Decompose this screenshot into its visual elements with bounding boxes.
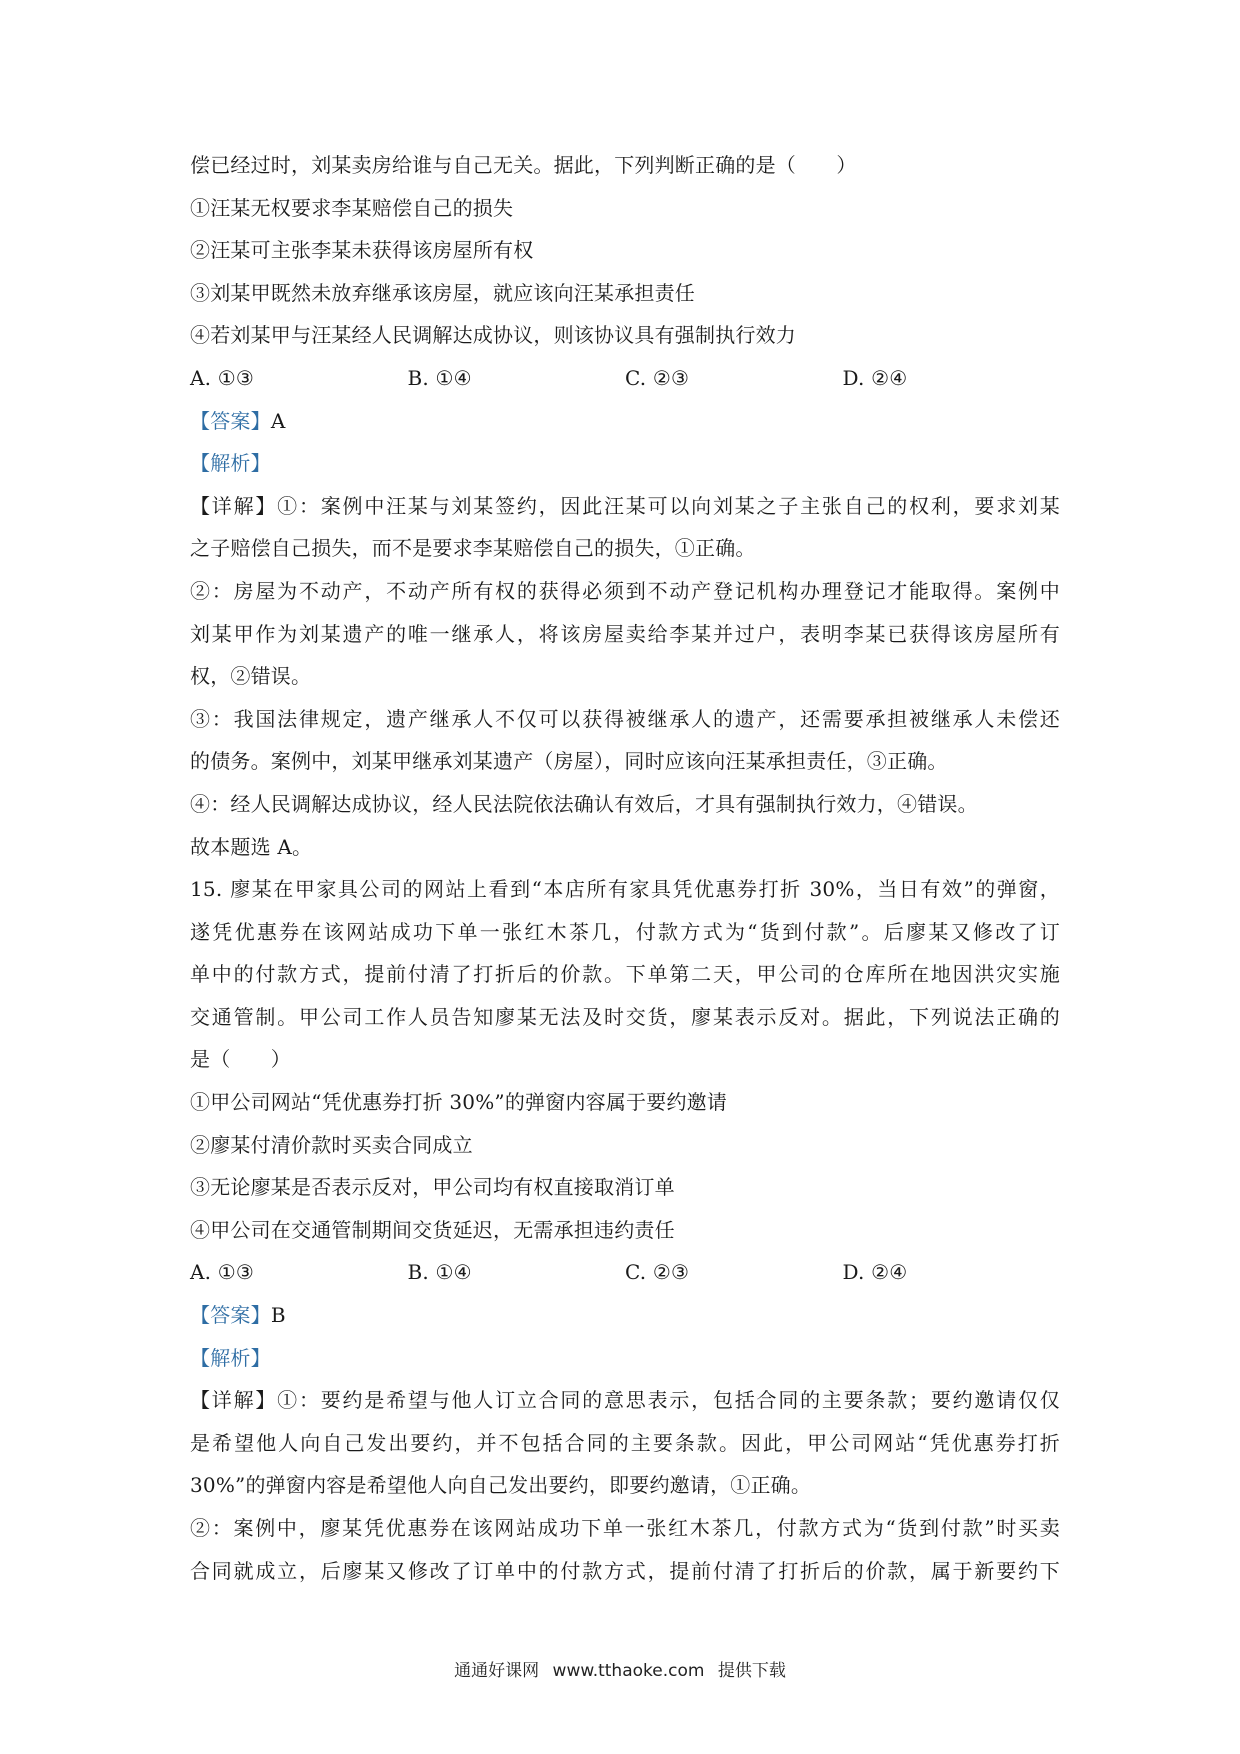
q14-stem-tail: 偿已经过时，刘某卖房给谁与自己无关。据此，下列判断正确的是（ ） bbox=[190, 153, 857, 177]
footer-url: www.tthaoke.com bbox=[552, 1661, 705, 1681]
q15-option-a: A. ①③ bbox=[190, 1260, 255, 1285]
q15-statement-2: ②廖某付清价款时买卖合同成立 bbox=[190, 1132, 473, 1157]
q14-option-c: C. ②③ bbox=[625, 365, 690, 390]
q15-stem-line-3: 单中的付款方式，提前付清了打折后的价款。下单第二天，甲公司的仓库所在地因洪灾实施 bbox=[190, 962, 1060, 987]
q15-stem-line-5: 是（ ） bbox=[190, 1047, 291, 1072]
q14-statement-3: ③刘某甲既然未放弃继承该房屋，就应该向汪某承担责任 bbox=[190, 280, 695, 305]
q14-option-b: B. ①④ bbox=[407, 365, 472, 390]
detail-text: ①：案例中汪某与刘某签约，因此汪某可以向刘某之子主张自己的权利，要求刘某 bbox=[277, 493, 1060, 518]
footer-site-name: 通通好课网 bbox=[454, 1661, 540, 1681]
answer-value: B bbox=[270, 1303, 286, 1328]
q15-statement-4: ④甲公司在交通管制期间交货延迟，无需承担违约责任 bbox=[190, 1217, 675, 1242]
q15-option-c: C. ②③ bbox=[625, 1260, 690, 1285]
detail-tag: 【详解】 bbox=[190, 493, 278, 518]
detail-tag: 【详解】 bbox=[190, 1388, 278, 1413]
q14-analysis-heading bbox=[190, 442, 1060, 485]
q14-detail-line-3: ②：房屋为不动产，不动产所有权的获得必须到不动产登记机构办理登记才能取得。案例中 bbox=[190, 578, 1060, 603]
q15-detail-line-3: 30%”的弹窗内容是希望他人向自己发出要约，即要约邀请，①正确。 bbox=[190, 1473, 812, 1498]
q14-detail-line-2: 之子赔偿自己损失，而不是要求李某赔偿自己的损失，①正确。 bbox=[190, 536, 756, 561]
q14-option-d: D. ②④ bbox=[842, 365, 908, 390]
page-content bbox=[190, 144, 1060, 1592]
q15-detail-line-4: ②：案例中，廖某凭优惠券在该网站成功下单一张红木茶几，付款方式为“货到付款”时买卖 bbox=[190, 1516, 1060, 1540]
answer-tag: 【答案】 bbox=[190, 408, 271, 433]
q15-answer bbox=[190, 1294, 1060, 1337]
answer-value: A bbox=[270, 408, 286, 433]
q14-detail-line-5: 权，②错误。 bbox=[190, 664, 312, 689]
q14-detail-line-1 bbox=[190, 485, 1060, 528]
q14-statement-2: ②汪某可主张李某未获得该房屋所有权 bbox=[190, 238, 534, 263]
q15-stem-line-1: 15. 廖某在甲家具公司的网站上看到“本店所有家具凭优惠券打折 30%，当日有效”的弹窗， bbox=[190, 877, 1060, 902]
q14-statement-4: ④若刘某甲与汪某经人民调解达成协议，则该协议具有强制执行效力 bbox=[190, 323, 796, 348]
analysis-tag: 【解析】 bbox=[190, 451, 271, 476]
q15-stem-line-2: 遂凭优惠券在该网站成功下单一张红木茶几，付款方式为“货到付款”。后廖某又修改了订 bbox=[190, 919, 1060, 944]
q15-options bbox=[190, 1251, 1060, 1294]
q15-detail-line-1 bbox=[190, 1379, 1060, 1422]
q14-option-a: A. ①③ bbox=[190, 365, 255, 390]
q15-detail-line-5: 合同就成立，后廖某又修改了订单中的付款方式，提前付清了打折后的价款，属于新要约下 bbox=[190, 1558, 1060, 1583]
q14-answer bbox=[190, 400, 1060, 443]
page-footer bbox=[0, 1656, 1240, 1681]
q15-statement-3: ③无论廖某是否表示反对，甲公司均有权直接取消订单 bbox=[190, 1175, 675, 1200]
q14-statement-1: ①汪某无权要求李某赔偿自己的损失 bbox=[190, 195, 514, 220]
q15-analysis-heading bbox=[190, 1337, 1060, 1380]
q15-option-d: D. ②④ bbox=[842, 1260, 908, 1285]
q14-detail-line-7: 的债务。案例中，刘某甲继承刘某遗产（房屋），同时应该向汪某承担责任，③正确。 bbox=[190, 749, 948, 774]
q15-statement-1: ①甲公司网站“凭优惠券打折 30%”的弹窗内容属于要约邀请 bbox=[190, 1090, 728, 1115]
answer-tag: 【答案】 bbox=[190, 1303, 271, 1328]
q14-conclusion: 故本题选 A。 bbox=[190, 834, 313, 859]
q15-detail-line-2: 是希望他人向自己发出要约，并不包括合同的主要条款。因此，甲公司网站“凭优惠券打折 bbox=[190, 1430, 1060, 1455]
q14-detail-line-6: ③：我国法律规定，遗产继承人不仅可以获得被继承人的遗产，还需要承担被继承人未偿还 bbox=[190, 706, 1060, 731]
q14-detail-line-4: 刘某甲作为刘某遗产的唯一继承人，将该房屋卖给李某并过户，表明李某已获得该房屋所有 bbox=[190, 621, 1060, 646]
analysis-tag: 【解析】 bbox=[190, 1345, 271, 1370]
detail-text: ①：要约是希望与他人订立合同的意思表示，包括合同的主要条款；要约邀请仅仅 bbox=[277, 1388, 1060, 1413]
q15-stem-line-4: 交通管制。甲公司工作人员告知廖某无法及时交货，廖某表示反对。据此，下列说法正确的 bbox=[190, 1004, 1060, 1029]
footer-suffix: 提供下载 bbox=[717, 1661, 786, 1681]
q14-detail-line-8: ④：经人民调解达成协议，经人民法院依法确认有效后，才具有强制执行效力，④错误。 bbox=[190, 791, 978, 816]
q15-option-b: B. ①④ bbox=[407, 1260, 472, 1285]
q14-options bbox=[190, 357, 1060, 400]
